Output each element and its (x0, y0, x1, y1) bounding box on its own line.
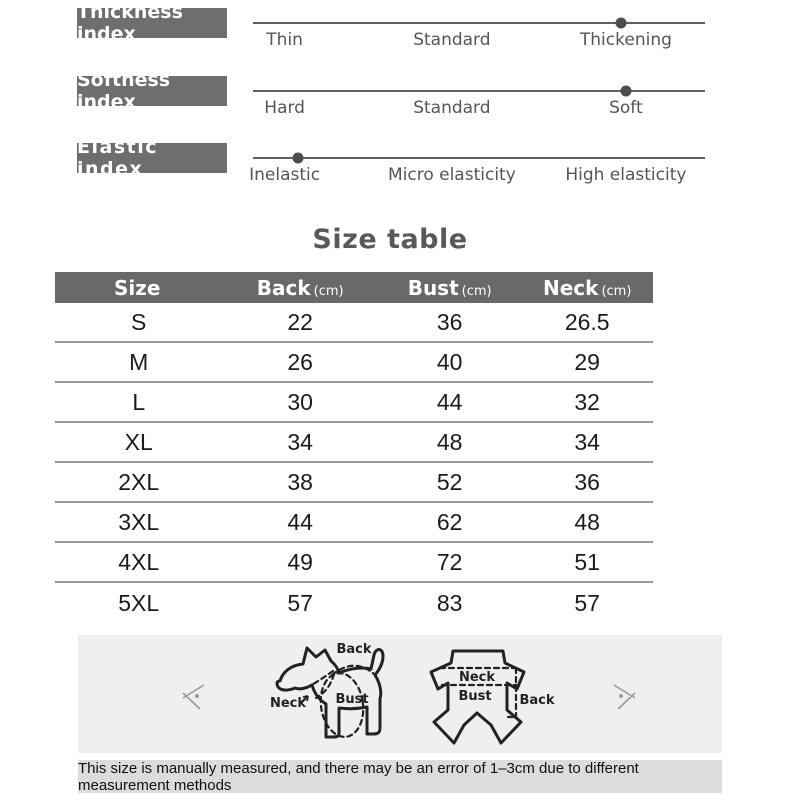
size-value: XL (124, 428, 153, 455)
elastic-index-marker (293, 153, 304, 164)
dog-measurement-diagram (270, 641, 420, 751)
garment-back-label: Back (519, 693, 555, 708)
softness-index-levels (253, 98, 705, 122)
size-value: 3XL (118, 508, 160, 535)
size-value: 5XL (118, 589, 160, 616)
level-label: Thickening (579, 30, 672, 50)
size-table (55, 272, 653, 623)
neck-value: 48 (574, 508, 600, 535)
back-value: 38 (287, 468, 313, 495)
table-row (55, 463, 653, 503)
bust-value: 62 (436, 508, 463, 535)
level-label: Hard (264, 98, 305, 118)
column-header-bust: Bust (cm) (407, 275, 492, 300)
bust-value: 48 (436, 428, 463, 455)
dog-neck-label: Neck (270, 696, 307, 711)
back-value: 57 (287, 589, 313, 616)
size-table-title: Size table (312, 224, 468, 255)
back-value: 22 (287, 308, 313, 335)
softness-index-label: Softness index (77, 76, 227, 106)
neck-value: 34 (574, 428, 600, 455)
neck-value: 36 (574, 468, 600, 495)
neck-value: 32 (574, 388, 600, 415)
dog-back-label: Back (336, 642, 372, 657)
size-value: M (129, 348, 149, 375)
neck-value: 29 (574, 348, 600, 375)
column-header-size: Size (113, 275, 161, 300)
bust-value: 40 (436, 348, 463, 375)
back-value: 44 (287, 508, 313, 535)
level-label: Inelastic (249, 165, 321, 185)
back-value: 49 (287, 548, 313, 575)
elastic-index-label: Elastic index (77, 143, 227, 173)
level-label: Thin (266, 30, 303, 50)
thickness-index-row (0, 1, 800, 70)
size-value: 2XL (118, 468, 160, 495)
back-value: 34 (287, 428, 313, 455)
carousel-prev-icon[interactable] (180, 682, 206, 712)
elastic-index-track (253, 157, 705, 159)
softness-index-row (0, 69, 800, 138)
measurement-note: This size is manually measured, and there may be an error of 1–3cm due to different measurement methods (78, 760, 722, 793)
table-row (55, 383, 653, 423)
elastic-index-levels (249, 165, 705, 189)
bust-value: 36 (436, 308, 463, 335)
level-label: High elasticity (565, 165, 687, 185)
table-row (55, 583, 653, 623)
bust-value: 83 (436, 589, 463, 616)
back-value: 30 (287, 388, 313, 415)
back-value: 26 (287, 348, 313, 375)
bust-value: 72 (436, 548, 463, 575)
carousel-next-icon[interactable] (612, 682, 638, 712)
table-row (55, 503, 653, 543)
level-label: Soft (609, 98, 643, 118)
size-value: S (131, 308, 147, 335)
measurement-diagram-panel (78, 635, 722, 753)
neck-value: 57 (574, 589, 600, 616)
neck-value: 51 (574, 548, 600, 575)
thickness-index-levels (253, 30, 705, 54)
table-row (55, 303, 653, 343)
column-header-back: Back (cm) (256, 275, 344, 300)
thickness-index-label: Thickness index (77, 8, 227, 38)
size-table-header (55, 272, 653, 303)
dog-bust-label: Bust (335, 692, 369, 707)
thickness-index-track (253, 22, 705, 24)
column-header-neck: Neck (cm) (542, 275, 632, 300)
softness-index-marker (620, 86, 631, 97)
elastic-index-row (0, 136, 800, 205)
table-row (55, 543, 653, 583)
size-value: L (132, 388, 146, 415)
level-label: Standard (413, 30, 491, 50)
level-label: Micro elasticity (387, 165, 516, 185)
garment-neck-label: Neck (458, 670, 496, 685)
level-label: Standard (413, 98, 491, 118)
table-row (55, 343, 653, 383)
size-value: 4XL (118, 548, 160, 575)
garment-measurement-diagram (428, 647, 563, 749)
thickness-index-marker (616, 18, 627, 29)
bust-value: 52 (436, 468, 463, 495)
softness-index-track (253, 90, 705, 92)
bust-value: 44 (436, 388, 463, 415)
garment-bust-label: Bust (458, 689, 492, 704)
table-row (55, 423, 653, 463)
neck-value: 26.5 (564, 308, 610, 335)
